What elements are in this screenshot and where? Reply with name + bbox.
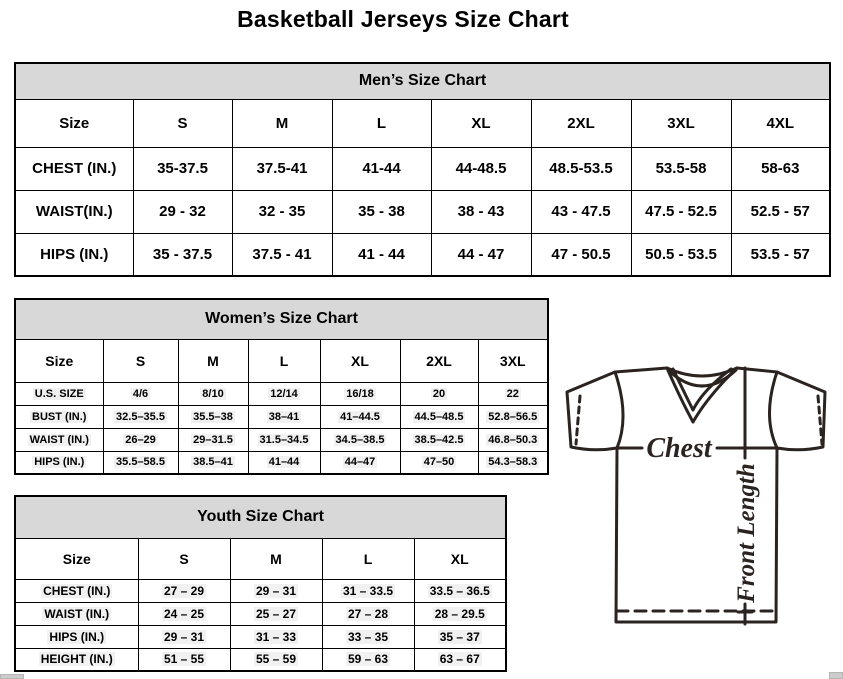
table-cell: 44 - 47	[431, 233, 531, 276]
column-header: L	[332, 99, 431, 147]
table-cell: 53.5 - 57	[731, 233, 830, 276]
table-cell: 25 – 27	[230, 602, 322, 625]
table-cell: 20	[400, 382, 478, 405]
youth-table-title: Youth Size Chart	[15, 496, 506, 538]
table-cell: 58-63	[731, 147, 830, 190]
column-header: L	[248, 339, 320, 382]
table-cell: 52.8–56.5	[478, 405, 548, 428]
table-cell: 41–44.5	[320, 405, 400, 428]
table-cell: 38.5–41	[178, 451, 248, 474]
column-header: M	[232, 99, 332, 147]
table-row	[15, 299, 548, 339]
row-label: HIPS (IN.)	[15, 233, 133, 276]
table-cell: 41 - 44	[332, 233, 431, 276]
row-label: HIPS (IN.)	[15, 625, 138, 648]
table-cell: 53.5-58	[631, 147, 731, 190]
table-cell: 37.5-41	[232, 147, 332, 190]
table-cell: 44–47	[320, 451, 400, 474]
table-cell: 29 - 32	[133, 190, 232, 233]
jersey-measurement-diagram	[556, 358, 843, 630]
column-header: XL	[320, 339, 400, 382]
table-cell: 59 – 63	[322, 648, 414, 671]
table-cell: 28 – 29.5	[414, 602, 506, 625]
table-cell: 35.5–58.5	[103, 451, 178, 474]
table-cell: 27 – 28	[322, 602, 414, 625]
table-cell: 54.3–58.3	[478, 451, 548, 474]
horizontal-scrollbar-fragment-right[interactable]	[829, 672, 843, 679]
column-header: 3XL	[631, 99, 731, 147]
row-label: CHEST (IN.)	[15, 147, 133, 190]
column-header: 2XL	[531, 99, 631, 147]
row-label: HIPS (IN.)	[15, 451, 103, 474]
row-label: HEIGHT (IN.)	[15, 648, 138, 671]
table-cell: 35.5–38	[178, 405, 248, 428]
column-header: XL	[414, 538, 506, 579]
column-header: Size	[15, 339, 103, 382]
table-row	[15, 63, 830, 99]
table-row	[15, 625, 506, 648]
table-row	[15, 190, 830, 233]
horizontal-scrollbar-fragment-left[interactable]	[0, 674, 24, 679]
table-cell: 35 - 37.5	[133, 233, 232, 276]
table-row	[15, 602, 506, 625]
table-cell: 29 – 31	[230, 579, 322, 602]
row-label: BUST (IN.)	[15, 405, 103, 428]
table-cell: 31 – 33.5	[322, 579, 414, 602]
table-cell: 32.5–35.5	[103, 405, 178, 428]
table-cell: 31.5–34.5	[248, 428, 320, 451]
table-cell: 33.5 – 36.5	[414, 579, 506, 602]
row-label: CHEST (IN.)	[15, 579, 138, 602]
column-header: M	[230, 538, 322, 579]
column-header: S	[138, 538, 230, 579]
table-cell: 33 – 35	[322, 625, 414, 648]
table-cell: 48.5-53.5	[531, 147, 631, 190]
table-cell: 29–31.5	[178, 428, 248, 451]
table-cell: 35 - 38	[332, 190, 431, 233]
table-cell: 22	[478, 382, 548, 405]
table-cell: 51 – 55	[138, 648, 230, 671]
front-length-label: Front Length	[733, 463, 760, 603]
table-cell: 8/10	[178, 382, 248, 405]
table-cell: 35-37.5	[133, 147, 232, 190]
mens-size-table	[14, 62, 831, 277]
column-header: XL	[431, 99, 531, 147]
table-cell: 31 – 33	[230, 625, 322, 648]
table-cell: 38–41	[248, 405, 320, 428]
column-header: 4XL	[731, 99, 830, 147]
mens-table-title: Men’s Size Chart	[15, 63, 830, 99]
table-cell: 29 – 31	[138, 625, 230, 648]
table-row	[15, 99, 830, 147]
row-label: WAIST (IN.)	[15, 428, 103, 451]
table-cell: 63 – 67	[414, 648, 506, 671]
youth-size-table	[14, 495, 507, 672]
table-cell: 41-44	[332, 147, 431, 190]
table-cell: 47.5 - 52.5	[631, 190, 731, 233]
column-header: Size	[15, 538, 138, 579]
chest-label: Chest	[646, 433, 712, 464]
womens-size-table	[14, 298, 549, 475]
womens-table-title: Women’s Size Chart	[15, 299, 548, 339]
column-header: S	[133, 99, 232, 147]
table-cell: 34.5–38.5	[320, 428, 400, 451]
table-row	[15, 382, 548, 405]
table-cell: 41–44	[248, 451, 320, 474]
table-cell: 47 - 50.5	[531, 233, 631, 276]
table-cell: 37.5 - 41	[232, 233, 332, 276]
row-label: WAIST (IN.)	[15, 602, 138, 625]
table-row	[15, 405, 548, 428]
table-row	[15, 233, 830, 276]
table-row	[15, 538, 506, 579]
column-header: S	[103, 339, 178, 382]
table-cell: 50.5 - 53.5	[631, 233, 731, 276]
table-cell: 46.8–50.3	[478, 428, 548, 451]
table-row	[15, 147, 830, 190]
page-title: Basketball Jerseys Size Chart	[237, 6, 569, 32]
row-label: U.S. SIZE	[15, 382, 103, 405]
table-cell: 44-48.5	[431, 147, 531, 190]
table-row	[15, 579, 506, 602]
table-cell: 43 - 47.5	[531, 190, 631, 233]
table-cell: 38 - 43	[431, 190, 531, 233]
column-header: M	[178, 339, 248, 382]
table-cell: 12/14	[248, 382, 320, 405]
table-row	[15, 339, 548, 382]
table-cell: 44.5–48.5	[400, 405, 478, 428]
column-header: 3XL	[478, 339, 548, 382]
column-header: Size	[15, 99, 133, 147]
table-cell: 47–50	[400, 451, 478, 474]
table-row	[15, 648, 506, 671]
column-header: 2XL	[400, 339, 478, 382]
table-cell: 27 – 29	[138, 579, 230, 602]
table-cell: 55 – 59	[230, 648, 322, 671]
table-cell: 52.5 - 57	[731, 190, 830, 233]
table-row	[15, 496, 506, 538]
table-cell: 32 - 35	[232, 190, 332, 233]
table-row	[15, 428, 548, 451]
table-cell: 38.5–42.5	[400, 428, 478, 451]
table-cell: 24 – 25	[138, 602, 230, 625]
table-cell: 26–29	[103, 428, 178, 451]
table-cell: 4/6	[103, 382, 178, 405]
table-cell: 35 – 37	[414, 625, 506, 648]
table-cell: 16/18	[320, 382, 400, 405]
row-label: WAIST(IN.)	[15, 190, 133, 233]
table-row	[15, 451, 548, 474]
column-header: L	[322, 538, 414, 579]
